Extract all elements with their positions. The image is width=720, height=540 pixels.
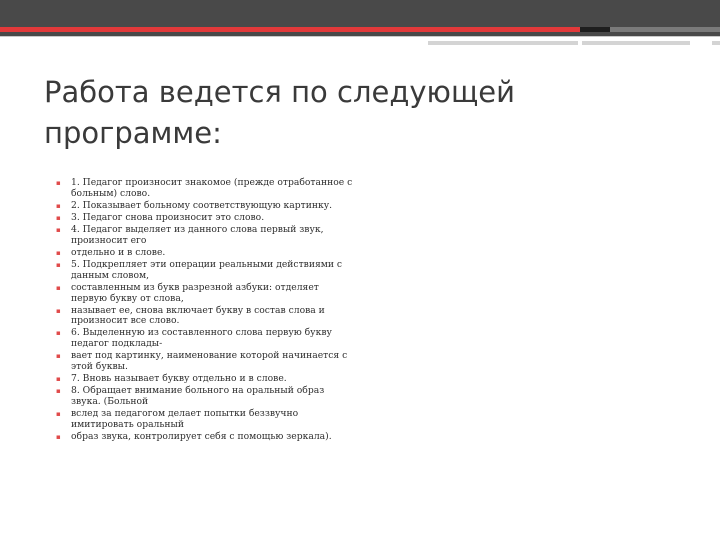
accent-stripe <box>0 27 580 32</box>
list-item: ▪ отдельно и в слове. <box>56 248 356 259</box>
list-item: ▪ составленным из букв разрезной азбуки: отделяет первую букву от слова, <box>56 283 356 304</box>
list-item: ▪ 5. Подкрепляет эти операции реальными действиями с данным словом, <box>56 260 356 281</box>
list-item: ▪ образ звука, контролирует себя с помощью зеркала). <box>56 432 356 443</box>
bullet-list <box>56 178 356 444</box>
list-item: ▪ вслед за педагогом делает попытки беззвучно имитировать оральный <box>56 409 356 430</box>
dark-stripe <box>580 27 610 32</box>
decor-bar <box>712 41 720 45</box>
list-item: ▪ 1. Педагог произносит знакомое (прежде отработанное с больным) слово. <box>56 178 356 199</box>
list-item: ▪ 7. Вновь называет букву отдельно и в слове. <box>56 374 356 385</box>
list-item: ▪ 6. Выделенную из составленного слова первую букву педагог подклады- <box>56 328 356 349</box>
list-item: ▪ вает под картинку, наименование которой начинается с этой буквы. <box>56 351 356 372</box>
list-item: ▪ 4. Педагог выделяет из данного слова первый звук, произносит его <box>56 225 356 246</box>
gray-stripe <box>610 27 720 32</box>
slide-title: Работа ведется по следующей программе: <box>44 75 515 150</box>
list-item: ▪ называет ее, снова включает букву в состав слова и произносит все слово. <box>56 306 356 327</box>
list-item: ▪ 2. Показывает больному соответствующую картинку. <box>56 201 356 212</box>
decor-bar <box>428 41 578 45</box>
header-band <box>0 0 720 36</box>
decor-bar <box>582 41 690 45</box>
list-item: ▪ 8. Обращает внимание больного на оральный образ звука. (Больной <box>56 386 356 407</box>
header-divider <box>0 36 720 37</box>
list-item: ▪ 3. Педагог снова произносит это слово. <box>56 213 356 224</box>
